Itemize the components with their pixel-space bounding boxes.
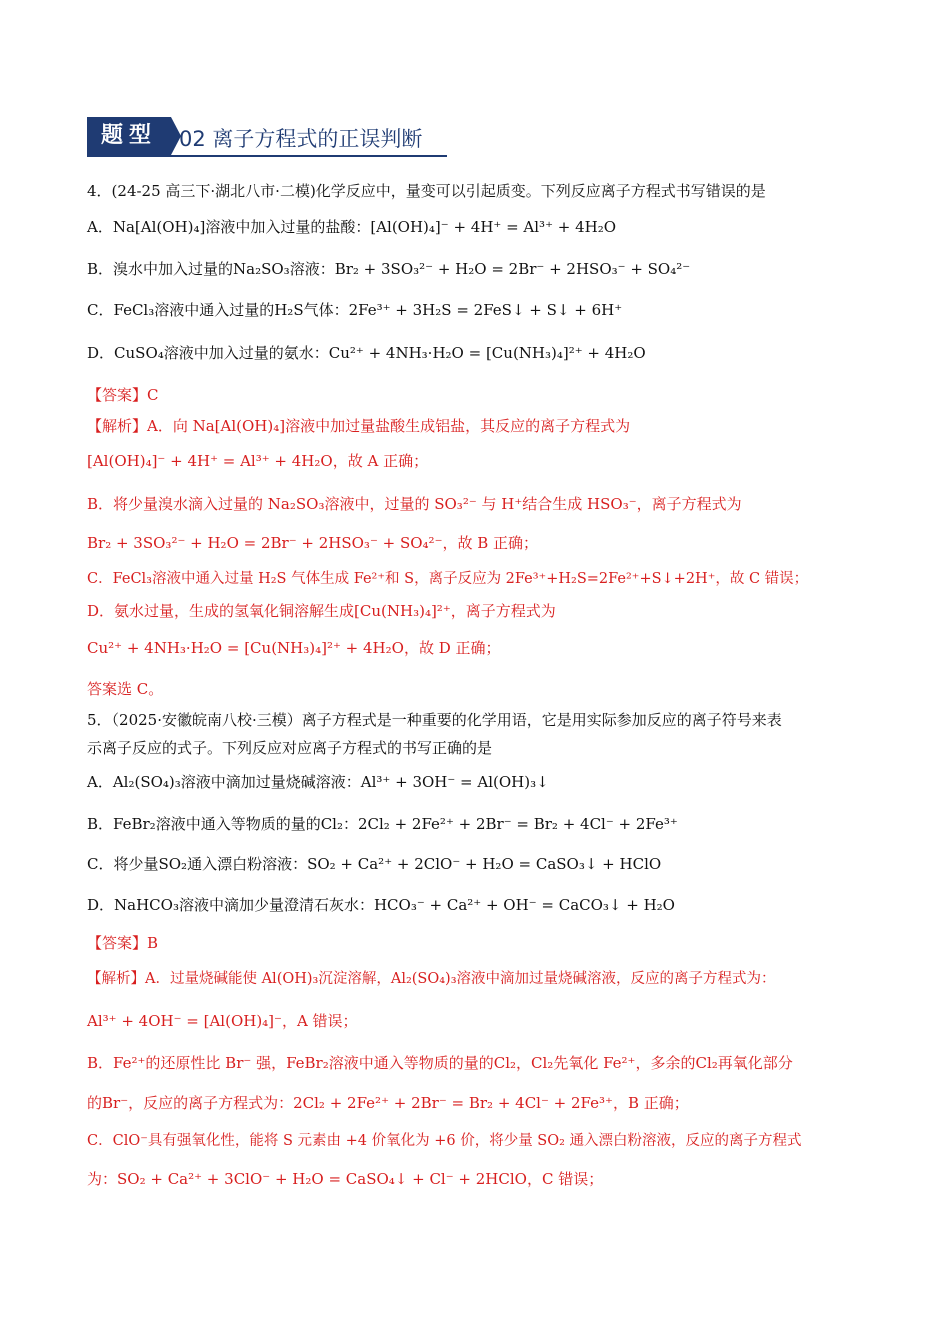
q4-answer: 【答案】C	[87, 386, 159, 404]
section-badge: 题型	[87, 117, 171, 155]
q5-analysis-line: C．ClO⁻具有强氧化性，能将 S 元素由 +4 价氧化为 +6 价，将少量 SO₂ 通入漂白粉溶液，反应的离子方程式	[87, 1133, 802, 1149]
q5-option-c: C．将少量SO₂通入漂白粉溶液：SO₂ + Ca²⁺ + 2ClO⁻ + H₂O = CaSO₃↓ + HClO	[87, 855, 662, 873]
q4-option-a: A．Na[Al(OH)₄]溶液中加入过量的盐酸：[Al(OH)₄]⁻ + 4H⁺ = Al³⁺ + 4H₂O	[87, 218, 617, 236]
q5-analysis-line: Al³⁺ + 4OH⁻ = [Al(OH)₄]⁻，A 错误；	[87, 1012, 358, 1030]
q4-analysis-line: B．将少量溴水滴入过量的 Na₂SO₃溶液中，过量的 SO₃²⁻ 与 H⁺结合生成 HSO₃⁻，离子方程式为	[87, 495, 742, 513]
q4-analysis-line: Cu²⁺ + 4NH₃·H₂O = [Cu(NH₃)₄]²⁺ + 4H₂O，故 D 正确；	[87, 639, 501, 657]
q5-analysis-line: 的Br⁻，反应的离子方程式为：2Cl₂ + 2Fe²⁺ + 2Br⁻ = Br₂ + 4Cl⁻ + 2Fe³⁺，B 正确；	[87, 1094, 689, 1112]
section-title: 02 离子方程式的正误判断	[179, 127, 423, 151]
q4-option-b: B．溴水中加入过量的Na₂SO₃溶液：Br₂ + 3SO₃²⁻ + H₂O = 2Br⁻ + 2HSO₃⁻ + SO₄²⁻	[87, 260, 691, 278]
q5-option-b: B．FeBr₂溶液中通入等物质的量的Cl₂：2Cl₂ + 2Fe²⁺ + 2Br⁻ = Br₂ + 4Cl⁻ + 2Fe³⁺	[87, 815, 678, 833]
q5-stem: 5．（2025·安徽皖南八校·三模）离子方程式是一种重要的化学用语，它是用实际参加反应的离子符号来表	[87, 711, 782, 729]
section-header	[87, 117, 447, 157]
q5-analysis-line: 为：SO₂ + Ca²⁺ + 3ClO⁻ + H₂O = CaSO₄↓ + Cl⁻ + 2HClO，C 错误；	[87, 1170, 604, 1188]
q4-analysis-conclusion: 答案选 C。	[87, 680, 164, 698]
q4-option-d: D．CuSO₄溶液中加入过量的氨水：Cu²⁺ + 4NH₃·H₂O = [Cu(NH₃)₄]²⁺ + 4H₂O	[87, 344, 646, 362]
q5-stem-continued: 示离子反应的式子。下列反应对应离子方程式的书写正确的是	[87, 739, 493, 757]
q4-analysis-line: Br₂ + 3SO₃²⁻ + H₂O = 2Br⁻ + 2HSO₃⁻ + SO₄²⁻，故 B 正确；	[87, 534, 539, 552]
q4-analysis-line: [Al(OH)₄]⁻ + 4H⁺ = Al³⁺ + 4H₂O，故 A 正确；	[87, 452, 429, 470]
q4-analysis-line: 【解析】A．向 Na[Al(OH)₄]溶液中加过量盐酸生成铝盐，其反应的离子方程式为	[87, 417, 631, 435]
q5-analysis-line: B．Fe²⁺的还原性比 Br⁻ 强，FeBr₂溶液中通入等物质的量的Cl₂，Cl₂先氧化 Fe²⁺，多余的Cl₂再氧化部分	[87, 1054, 793, 1072]
q5-answer: 【答案】B	[87, 934, 159, 952]
q4-analysis-line: C．FeCl₃溶液中通入过量 H₂S 气体生成 Fe²⁺和 S，离子反应为 2Fe³⁺+H₂S=2Fe²⁺+S↓+2H⁺，故 C 错误；	[87, 571, 809, 587]
header-underline	[87, 155, 447, 157]
q4-option-c: C．FeCl₃溶液中通入过量的H₂S气体：2Fe³⁺ + 3H₂S = 2FeS↓ + S↓ + 6H⁺	[87, 301, 623, 319]
q4-stem: 4．(24-25 高三下·湖北八市·二模)化学反应中，量变可以引起质变。下列反应离子方程式书写错误的是	[87, 182, 766, 200]
q5-option-d: D．NaHCO₃溶液中滴加少量澄清石灰水：HCO₃⁻ + Ca²⁺ + OH⁻ = CaCO₃↓ + H₂O	[87, 896, 675, 914]
q4-analysis-line: D．氨水过量，生成的氢氧化铜溶解生成[Cu(NH₃)₄]²⁺，离子方程式为	[87, 602, 556, 620]
q5-option-a: A．Al₂(SO₄)₃溶液中滴加过量烧碱溶液：Al³⁺ + 3OH⁻ = Al(OH)₃↓	[87, 773, 549, 791]
q5-analysis-line: 【解析】A．过量烧碱能使 Al(OH)₃沉淀溶解，Al₂(SO₄)₃溶液中滴加过量烧碱溶液，反应的离子方程式为：	[87, 971, 776, 987]
